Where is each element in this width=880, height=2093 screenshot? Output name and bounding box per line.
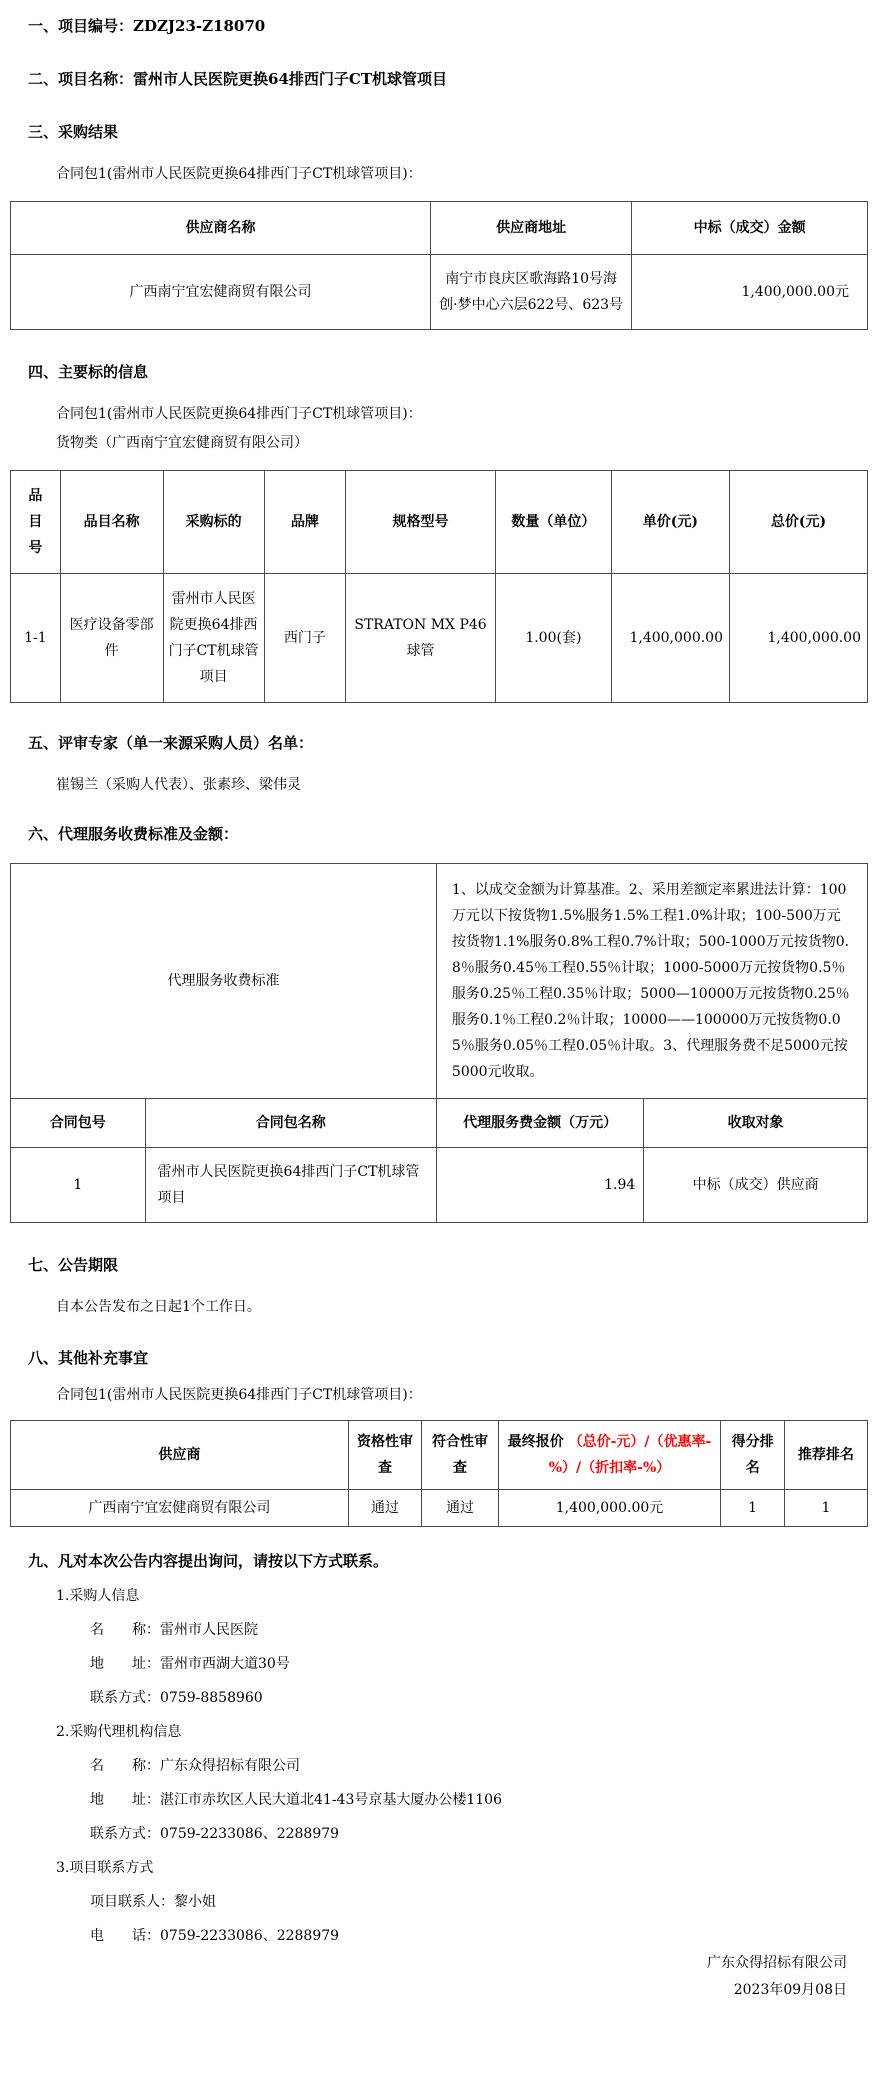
review-result-table bbox=[10, 1420, 868, 1527]
experts-list: 崔锡兰（采购人代表）、张素珍、梁伟灵 bbox=[56, 777, 301, 793]
section-procurement-result-title: 三、采购结果 bbox=[28, 123, 119, 141]
agency-info-title: 2.采购代理机构信息 bbox=[56, 1724, 182, 1740]
subject-item-no: 1-1 bbox=[11, 574, 61, 703]
result-col-supplier-name: 供应商名称 bbox=[11, 202, 431, 255]
fee-col-package-name: 合同包名称 bbox=[145, 1099, 436, 1148]
final-quote-label: 最终报价 bbox=[507, 1434, 564, 1450]
subject-col-model: 规格型号 bbox=[346, 471, 496, 574]
result-award-amount: 1,400,000.00元 bbox=[632, 255, 868, 330]
result-table-row bbox=[11, 255, 868, 330]
fee-standard-label: 代理服务收费标准 bbox=[11, 864, 437, 1099]
result-col-supplier-address: 供应商地址 bbox=[430, 202, 631, 255]
review-col-qualification: 资格性审查 bbox=[348, 1421, 422, 1490]
fee-col-payer: 收取对象 bbox=[644, 1099, 868, 1148]
result-col-award-amount: 中标（成交）金额 bbox=[632, 202, 868, 255]
purchaser-phone: 联系方式：0759-8858960 bbox=[90, 1690, 263, 1706]
project-contact-title: 3.项目联系方式 bbox=[56, 1860, 154, 1876]
contact-info-block bbox=[0, 1586, 880, 1947]
review-col-final-quote bbox=[498, 1421, 721, 1490]
review-final-quote: 1,400,000.00元 bbox=[498, 1490, 721, 1527]
result-supplier-name: 广西南宁宜宏健商贸有限公司 bbox=[11, 255, 431, 330]
agency-address: 地 址：湛江市赤坎区人民大道北41-43号京基大厦办公楼1106 bbox=[90, 1792, 502, 1808]
section-other-matters-title: 八、其他补充事宜 bbox=[28, 1349, 149, 1367]
result-supplier-address: 南宁市良庆区歌海路10号海创·梦中心六层622号、623号 bbox=[430, 255, 631, 330]
section-experts-title: 五、评审专家（单一来源采购人员）名单： bbox=[28, 734, 314, 752]
project-contact-person: 项目联系人：黎小姐 bbox=[90, 1894, 216, 1910]
subject-col-brand: 品牌 bbox=[264, 471, 345, 574]
review-conformity: 通过 bbox=[422, 1490, 498, 1527]
final-quote-detail-label: （总价-元）/（优惠率-%）/（折扣率-%） bbox=[548, 1434, 712, 1476]
section-announcement-period-title: 七、公告期限 bbox=[28, 1256, 119, 1274]
subject-item-name: 医疗设备零部件 bbox=[60, 574, 163, 703]
subject-col-item-no: 品目号 bbox=[11, 471, 61, 574]
announcement-period-text: 自本公告发布之日起1个工作日。 bbox=[56, 1299, 261, 1315]
section-project-number: 一、项目编号：ZDZJ23-Z18070 bbox=[28, 17, 266, 35]
result-package-label: 合同包1(雷州市人民医院更换64排西门子CT机球管项目)： bbox=[56, 166, 422, 182]
main-subject-table bbox=[10, 470, 868, 703]
footer-company: 广东众得招标有限公司 bbox=[707, 1955, 847, 1971]
subject-package-label: 合同包1(雷州市人民医院更换64排西门子CT机球管项目)： bbox=[56, 406, 422, 422]
footer-date: 2023年09月08日 bbox=[733, 1982, 847, 1998]
subject-model: STRATON MX P46球管 bbox=[346, 574, 496, 703]
subject-unit-price: 1,400,000.00 bbox=[611, 574, 729, 703]
purchaser-name: 名 称：雷州市人民医院 bbox=[90, 1622, 258, 1638]
fee-col-package-no: 合同包号 bbox=[11, 1099, 146, 1148]
procurement-result-table bbox=[10, 201, 868, 330]
agency-name: 名 称：广东众得招标有限公司 bbox=[90, 1758, 300, 1774]
review-supplier: 广西南宁宜宏健商贸有限公司 bbox=[11, 1490, 349, 1527]
purchaser-address: 地 址：雷州市西湖大道30号 bbox=[90, 1656, 290, 1672]
subject-total-price: 1,400,000.00 bbox=[729, 574, 867, 703]
other-matters-package-label: 合同包1(雷州市人民医院更换64排西门子CT机球管项目)： bbox=[56, 1387, 422, 1403]
project-contact-phone: 电 话：0759-2233086、2288979 bbox=[90, 1928, 340, 1944]
fee-standard-row bbox=[11, 864, 868, 1099]
subject-col-quantity: 数量（单位） bbox=[496, 471, 612, 574]
review-table-row bbox=[11, 1490, 868, 1527]
fee-payer: 中标（成交）供应商 bbox=[644, 1148, 868, 1223]
review-table-header-row bbox=[11, 1421, 868, 1490]
subject-brand: 西门子 bbox=[264, 574, 345, 703]
fee-package-no: 1 bbox=[11, 1148, 146, 1223]
fee-table-row bbox=[11, 1148, 868, 1223]
review-qualification: 通过 bbox=[348, 1490, 422, 1527]
subject-table-header-row bbox=[11, 471, 868, 574]
subject-name: 雷州市人民医院更换64排西门子CT机球管项目 bbox=[163, 574, 264, 703]
subject-category-label: 货物类（广西南宁宜宏健商贸有限公司） bbox=[56, 435, 308, 451]
announcement-document bbox=[0, 16, 880, 2093]
review-col-conformity: 符合性审查 bbox=[422, 1421, 498, 1490]
fee-standard-text: 1、以成交金额为计算基准。2、采用差额定率累进法计算：100万元以下按货物1.5%服务1.5%工程1.0%计取；100-500万元按货物1.1%服务0.8%工程0.7%计取；500-1000万元按货物0.8％服务0.45％工程0.55％计取；1000-5000万元按货物0.5％服务0.25％工程0.35％计取；5000—10000万元按货物0.25％服务0.1％工程0.2％计取；10000——100000万元按货物0.05％服务0.05％工程0.05％计取。3、代理服务费不足5000元按5000元收取。 bbox=[436, 864, 867, 1099]
review-col-score-rank: 得分排名 bbox=[721, 1421, 784, 1490]
review-recommend-rank: 1 bbox=[784, 1490, 867, 1527]
section-contact-title: 九、凡对本次公告内容提出询问，请按以下方式联系。 bbox=[28, 1552, 389, 1570]
fee-table-header-row bbox=[11, 1099, 868, 1148]
subject-col-unit-price: 单价(元) bbox=[611, 471, 729, 574]
section-project-name: 二、项目名称：雷州市人民医院更换64排西门子CT机球管项目 bbox=[28, 70, 447, 88]
footer-signature-block bbox=[0, 1953, 880, 2001]
purchaser-info-title: 1.采购人信息 bbox=[56, 1588, 140, 1604]
fee-col-fee-amount: 代理服务费金额（万元） bbox=[436, 1099, 643, 1148]
subject-quantity: 1.00(套) bbox=[496, 574, 612, 703]
subject-col-item-name: 品目名称 bbox=[60, 471, 163, 574]
agency-phone: 联系方式：0759-2233086、2288979 bbox=[90, 1826, 340, 1842]
fee-amount: 1.94 bbox=[436, 1148, 643, 1223]
review-score-rank: 1 bbox=[721, 1490, 784, 1527]
subject-col-total-price: 总价(元) bbox=[729, 471, 867, 574]
subject-col-subject: 采购标的 bbox=[163, 471, 264, 574]
review-col-recommend-rank: 推荐排名 bbox=[784, 1421, 867, 1490]
review-col-supplier: 供应商 bbox=[11, 1421, 349, 1490]
fee-package-name: 雷州市人民医院更换64排西门子CT机球管项目 bbox=[145, 1148, 436, 1223]
agency-fee-table bbox=[10, 863, 868, 1223]
section-main-subject-title: 四、主要标的信息 bbox=[28, 363, 149, 381]
section-agency-fee-title: 六、代理服务收费标准及金额： bbox=[28, 825, 239, 843]
result-table-header-row bbox=[11, 202, 868, 255]
subject-table-row bbox=[11, 574, 868, 703]
